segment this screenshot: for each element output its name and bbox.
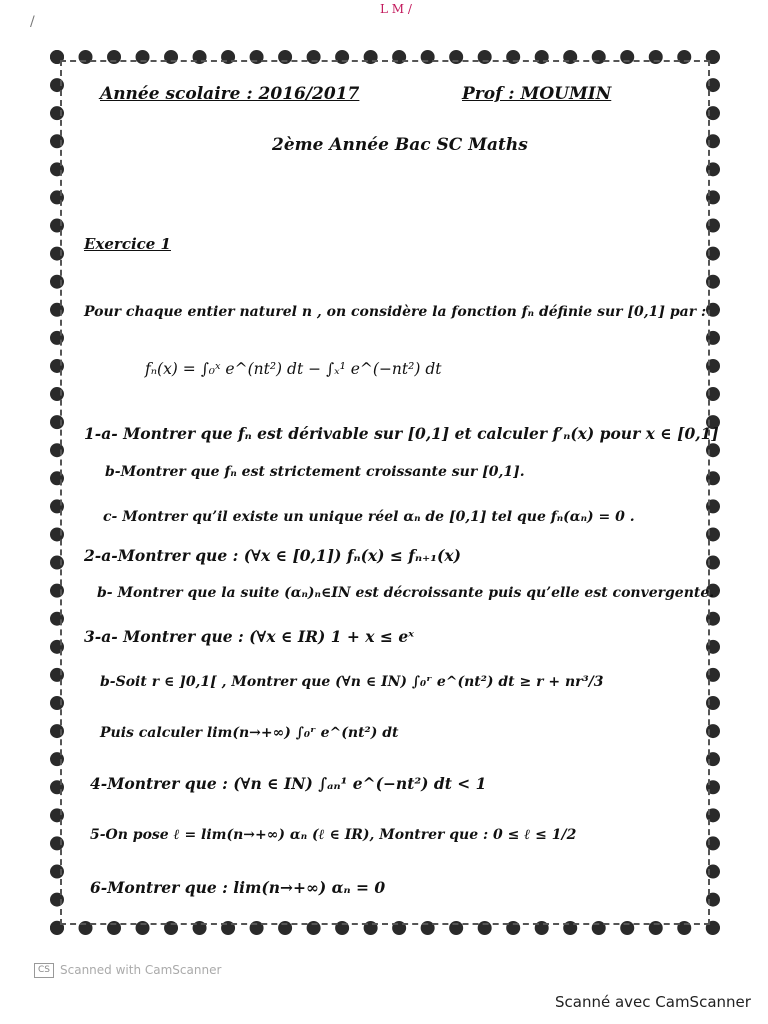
question-3b: b-Soit r ∈ ]0,1[ , Montrer que (∀n ∈ IN) ∫₀ʳ e^(nt²) dt ≥ r + nr³/3 xyxy=(100,674,604,690)
camscanner-watermark: Scanned with CamScanner xyxy=(60,963,222,977)
question-4: 4-Montrer que : (∀n ∈ IN) ∫ₐₙ¹ e^(−nt²) dt < 1 xyxy=(90,774,487,793)
question-2a: 2-a-Montrer que : (∀x ∈ [0,1]) fₙ(x) ≤ fₙ₊₁(x) xyxy=(84,546,461,565)
exercise-heading: Exercice 1 xyxy=(84,235,171,253)
question-1a: 1-a- Montrer que fₙ est dérivable sur [0,1] et calculer f′ₙ(x) pour x ∈ [0,1] xyxy=(84,424,719,443)
question-1b: b-Montrer que fₙ est strictement croissante sur [0,1]. xyxy=(105,464,525,480)
document-title: 2ème Année Bac SC Maths xyxy=(272,135,528,155)
top-ink-mark: L M / xyxy=(380,2,412,16)
professor-name: Prof : MOUMIN xyxy=(462,84,612,104)
function-definition: fₙ(x) = ∫₀ˣ e^(nt²) dt − ∫ₓ¹ e^(−nt²) dt xyxy=(145,360,442,378)
question-2b: b- Montrer que la suite (αₙ)ₙ∈IN est décroissante puis qu’elle est convergente. xyxy=(97,585,715,601)
question-5: 5-On pose ℓ = lim(n→+∞) αₙ (ℓ ∈ IR), Montrer que : 0 ≤ ℓ ≤ 1/2 xyxy=(90,827,577,843)
question-6: 6-Montrer que : lim(n→+∞) αₙ = 0 xyxy=(90,878,386,897)
question-1c: c- Montrer qu’il existe un unique réel αₙ de [0,1] tel que fₙ(αₙ) = 0 . xyxy=(103,509,635,525)
camscanner-logo: CS xyxy=(34,963,54,978)
question-3a: 3-a- Montrer que : (∀x ∈ IR) 1 + x ≤ eˣ xyxy=(84,627,414,646)
school-year: Année scolaire : 2016/2017 xyxy=(100,84,360,104)
corner-ink-mark: / xyxy=(30,14,35,30)
question-3c: Puis calculer lim(n→+∞) ∫₀ʳ e^(nt²) dt xyxy=(100,725,399,741)
exercise-intro: Pour chaque entier naturel n , on considère la fonction fₙ définie sur [0,1] par : xyxy=(84,304,707,320)
camscanner-footer: Scanné avec CamScanner xyxy=(555,993,751,1011)
decorative-border-inner xyxy=(60,60,710,925)
